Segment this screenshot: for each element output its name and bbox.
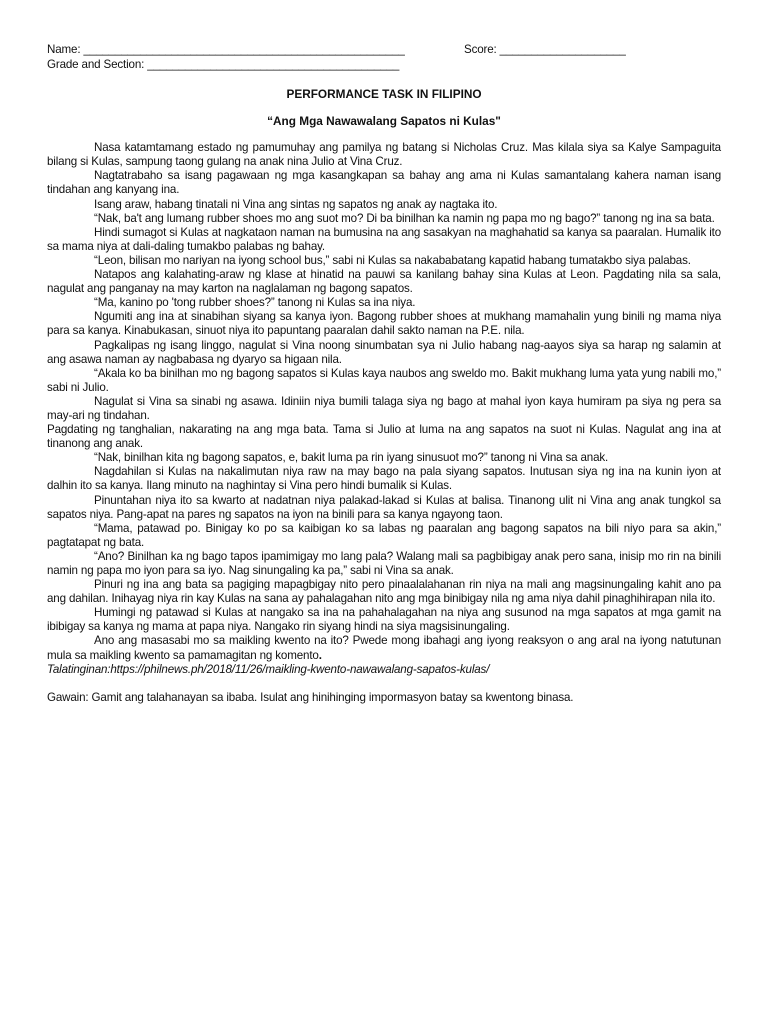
story-paragraph: “Ano? Binilhan ka ng bago tapos ipamimigay mo lang pala? Walang mali sa pagbibigay anak pero sana, inisip mo rin na binili namin ng papa mo iyon para sa iyo. Nag sinungaling ka pa,” sabi ni Vina sa anak. [47,549,721,577]
story-paragraph: Isang araw, habang tinatali ni Vina ang sintas ng sapatos ng anak ay nagtaka ito. [94,197,498,211]
name-score-row [47,43,721,58]
task-title: PERFORMANCE TASK IN FILIPINO [286,87,482,101]
name-field[interactable]: Name: ___________________________________________________ [47,43,405,56]
story-paragraph: Ngumiti ang ina at sinabihan siyang sa kanya iyon. Bagong rubber shoes at mukhang mamahalin yung binili ng mama niya para sa kanya. Kinabukasan, sinuot niya ito papuntang paaralan dahil sakto naman na P.E. nila. [47,310,721,338]
story-paragraph: “Akala ko ba binilhan mo ng bagong sapatos si Kulas kaya naubos ang sweldo mo. Bakit mukhang luma yata yung nabili mo,” sabi ni Julio. [47,366,721,394]
story-paragraph: Pagkalipas ng isang linggo, nagulat si Vina noong sinumbatan sya ni Julio habang nag-aayos siya sa harap ng salamin at ang asawa naman ay nagbabasa ng dyaryo sa higaan nila. [47,338,721,366]
story-paragraph: “Nak, ba't ang lumang rubber shoes mo ang suot mo? Di ba binilhan ka namin ng papa mo ng bago?” tanong ng ina sa bata. [94,211,715,225]
story-paragraph: Nasa katamtamang estado ng pamumuhay ang pamilya ng batang si Nicholas Cruz. Mas kilala siya sa Kalye Sampaguita bilang si Kulas, sampung taong gulang na anak nina Julio at Vina Cruz. [47,141,721,169]
question-period: . [318,648,322,662]
story-paragraph: Natapos ang kalahating-araw ng klase at hinatid na pauwi sa kanilang bahay sina Kulas at Leon. Pagdating nila sa sala, nagulat ang panganay na may karton na naglalaman ng bagong sapatos. [47,268,721,296]
story-paragraph: Nagdahilan si Kulas na nakalimutan niya raw na may bago na pala siyang sapatos. Inutusan siya ng ina na kunin iyon at dalhin ito sa kanya. Ilang minuto na naghintay si Vina pero hindi bumalik si Kulas. [47,465,721,493]
gawain-instruction: Gawain: Gamit ang talahanayan sa ibaba. Isulat ang hinihinging impormasyon batay sa kwentong binasa. [47,690,574,704]
story-title: “Ang Mga Nawawalang Sapatos ni Kulas" [267,114,501,129]
question-text: Ano ang masasabi mo sa maikling kwento na ito? Pwede mong ibahagi ang iyong reaksyon o ang aral na iyong natutunan mula sa maikling kwento sa pamamagitan ng komento [47,634,721,662]
story-paragraph: “Leon, bilisan mo nariyan na iyong school bus,” sabi ni Kulas sa nakababatang kapatid habang tumatakbo siya palabas. [94,253,691,267]
score-field[interactable]: Score: ____________________ [464,43,626,56]
story-paragraph: Hindi sumagot si Kulas at nagkataon naman na bumusina na ang sasakyan na maghahatid sa kanya sa paaralan. Humalik ito sa mama niya at dali-daling tumakbo palabas ng bahay. [47,225,721,253]
grade-section-field[interactable]: Grade and Section: ________________________________________ [47,57,400,71]
story-paragraph: “Ma, kanino po 'tong rubber shoes?” tanong ni Kulas sa ina niya. [94,296,416,310]
source-citation: Talatinginan:https://philnews.ph/2018/11/26/maikling-kwento-nawawalang-sapatos-kulas/ [47,662,490,676]
story-body [47,141,721,677]
story-paragraph: “Nak, binilhan kita ng bagong sapatos, e, bakit luma pa rin iyang sinusuot mo?” tanong ni Vina sa anak. [94,451,609,465]
story-paragraph: Nagulat si Vina sa sinabi ng asawa. Idiniin niya bumili talaga siya ng bago at mahal iyon kaya humiram pa siya ng pera sa may-ari ng tindahan. [47,394,721,422]
story-paragraph: Humingi ng patawad si Kulas at nangako sa ina na pahahalagahan na niya ang susunod na mga sapatos at mga gamit na ibibigay sa kanya ng mama at papa niya. Nangako rin siyang hindi na siya magsisinungaling. [47,606,721,634]
story-paragraph: Pinuntahan niya ito sa kwarto at nadatnan niya palakad-lakad si Kulas at balisa. Tinanong ulit ni Vina ang anak tungkol sa sapatos niya. Pang-apat na pares ng sapatos na iyon na binili para sa kanya ngayong taon. [47,493,721,521]
reflection-question [47,634,721,662]
grade-section-row [47,58,721,73]
story-paragraph: Pinuri ng ina ang bata sa pagiging mapagbigay nito pero pinaalalahanan rin niya na mali ang magsinungaling kahit ano pa ang dahilan. Inihayag niya rin kay Kulas na sana ay pahalagahan nito ang mga binibigay nila ng ama niya dahil pinaghihirapan nila ito. [47,578,721,606]
story-paragraph: Nagtatrabaho sa isang pagawaan ng mga kasangkapan sa bahay ang ama ni Kulas samantalang kahera naman isang tindahan ang kanyang ina. [47,169,721,197]
story-paragraph-noindent: Pagdating ng tanghalian, nakarating na ang mga bata. Tama si Julio at luma na ang sapatos na suot ni Kulas. Nagulat ang ina at tinanong ang anak. [47,423,721,451]
worksheet-page [47,43,721,705]
story-paragraph: “Mama, patawad po. Binigay ko po sa kaibigan ko sa labas ng paaralan ang bagong sapatos na bili niyo para sa akin,” pagtatapat ng bata. [47,521,721,549]
